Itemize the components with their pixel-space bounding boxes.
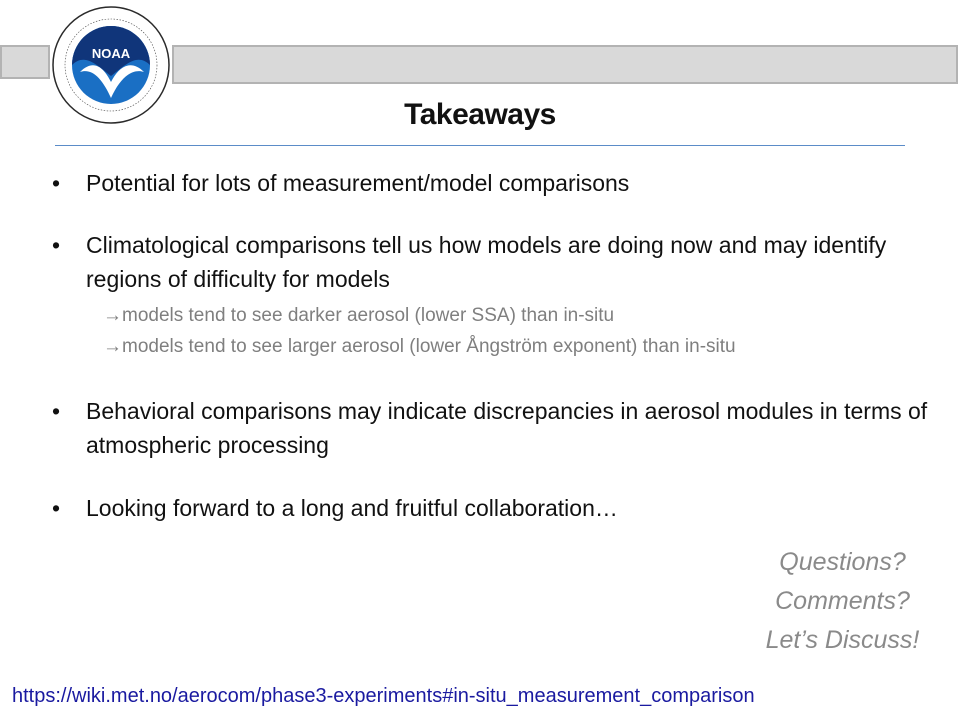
- closing-discuss: Let’s Discuss!: [765, 626, 920, 654]
- closing-questions: Questions?: [779, 548, 906, 576]
- bullet-marker: •: [52, 495, 61, 521]
- bullet-marker: •: [52, 170, 61, 196]
- sub-bullet-text: models tend to see darker aerosol (lower SSA) than in-situ: [122, 305, 615, 326]
- title-divider: [55, 145, 905, 146]
- bullet-text: Behavioral comparisons may indicate discrepancies in aerosol modules in terms of atmospheric processing: [86, 398, 928, 458]
- logo-text: NOAA: [91, 46, 131, 61]
- arrow-icon: →: [103, 305, 122, 326]
- slide-title: Takeaways: [404, 98, 556, 131]
- bullet-text: Potential for lots of measurement/model comparisons: [86, 170, 630, 196]
- sub-bullet-item: [103, 333, 943, 361]
- closing-comments: Comments?: [775, 587, 910, 615]
- bullet-text: Climatological comparisons tell us how models are doing now and may identify regions of difficulty for models: [86, 232, 887, 292]
- bullet-marker: •: [52, 232, 61, 258]
- sub-bullet-text: models tend to see larger aerosol (lower Ångström exponent) than in-situ: [122, 336, 736, 357]
- header-banner-right: [172, 45, 958, 84]
- arrow-icon: →: [103, 336, 122, 357]
- wiki-link[interactable]: https://wiki.met.no/aerocom/phase3-experiments#in-situ_measurement_comparison: [12, 685, 755, 707]
- sub-bullet-item: [103, 302, 943, 330]
- header-banner-left: [0, 45, 50, 79]
- bullet-text: Looking forward to a long and fruitful collaboration…: [86, 495, 618, 521]
- bullet-marker: •: [52, 398, 61, 424]
